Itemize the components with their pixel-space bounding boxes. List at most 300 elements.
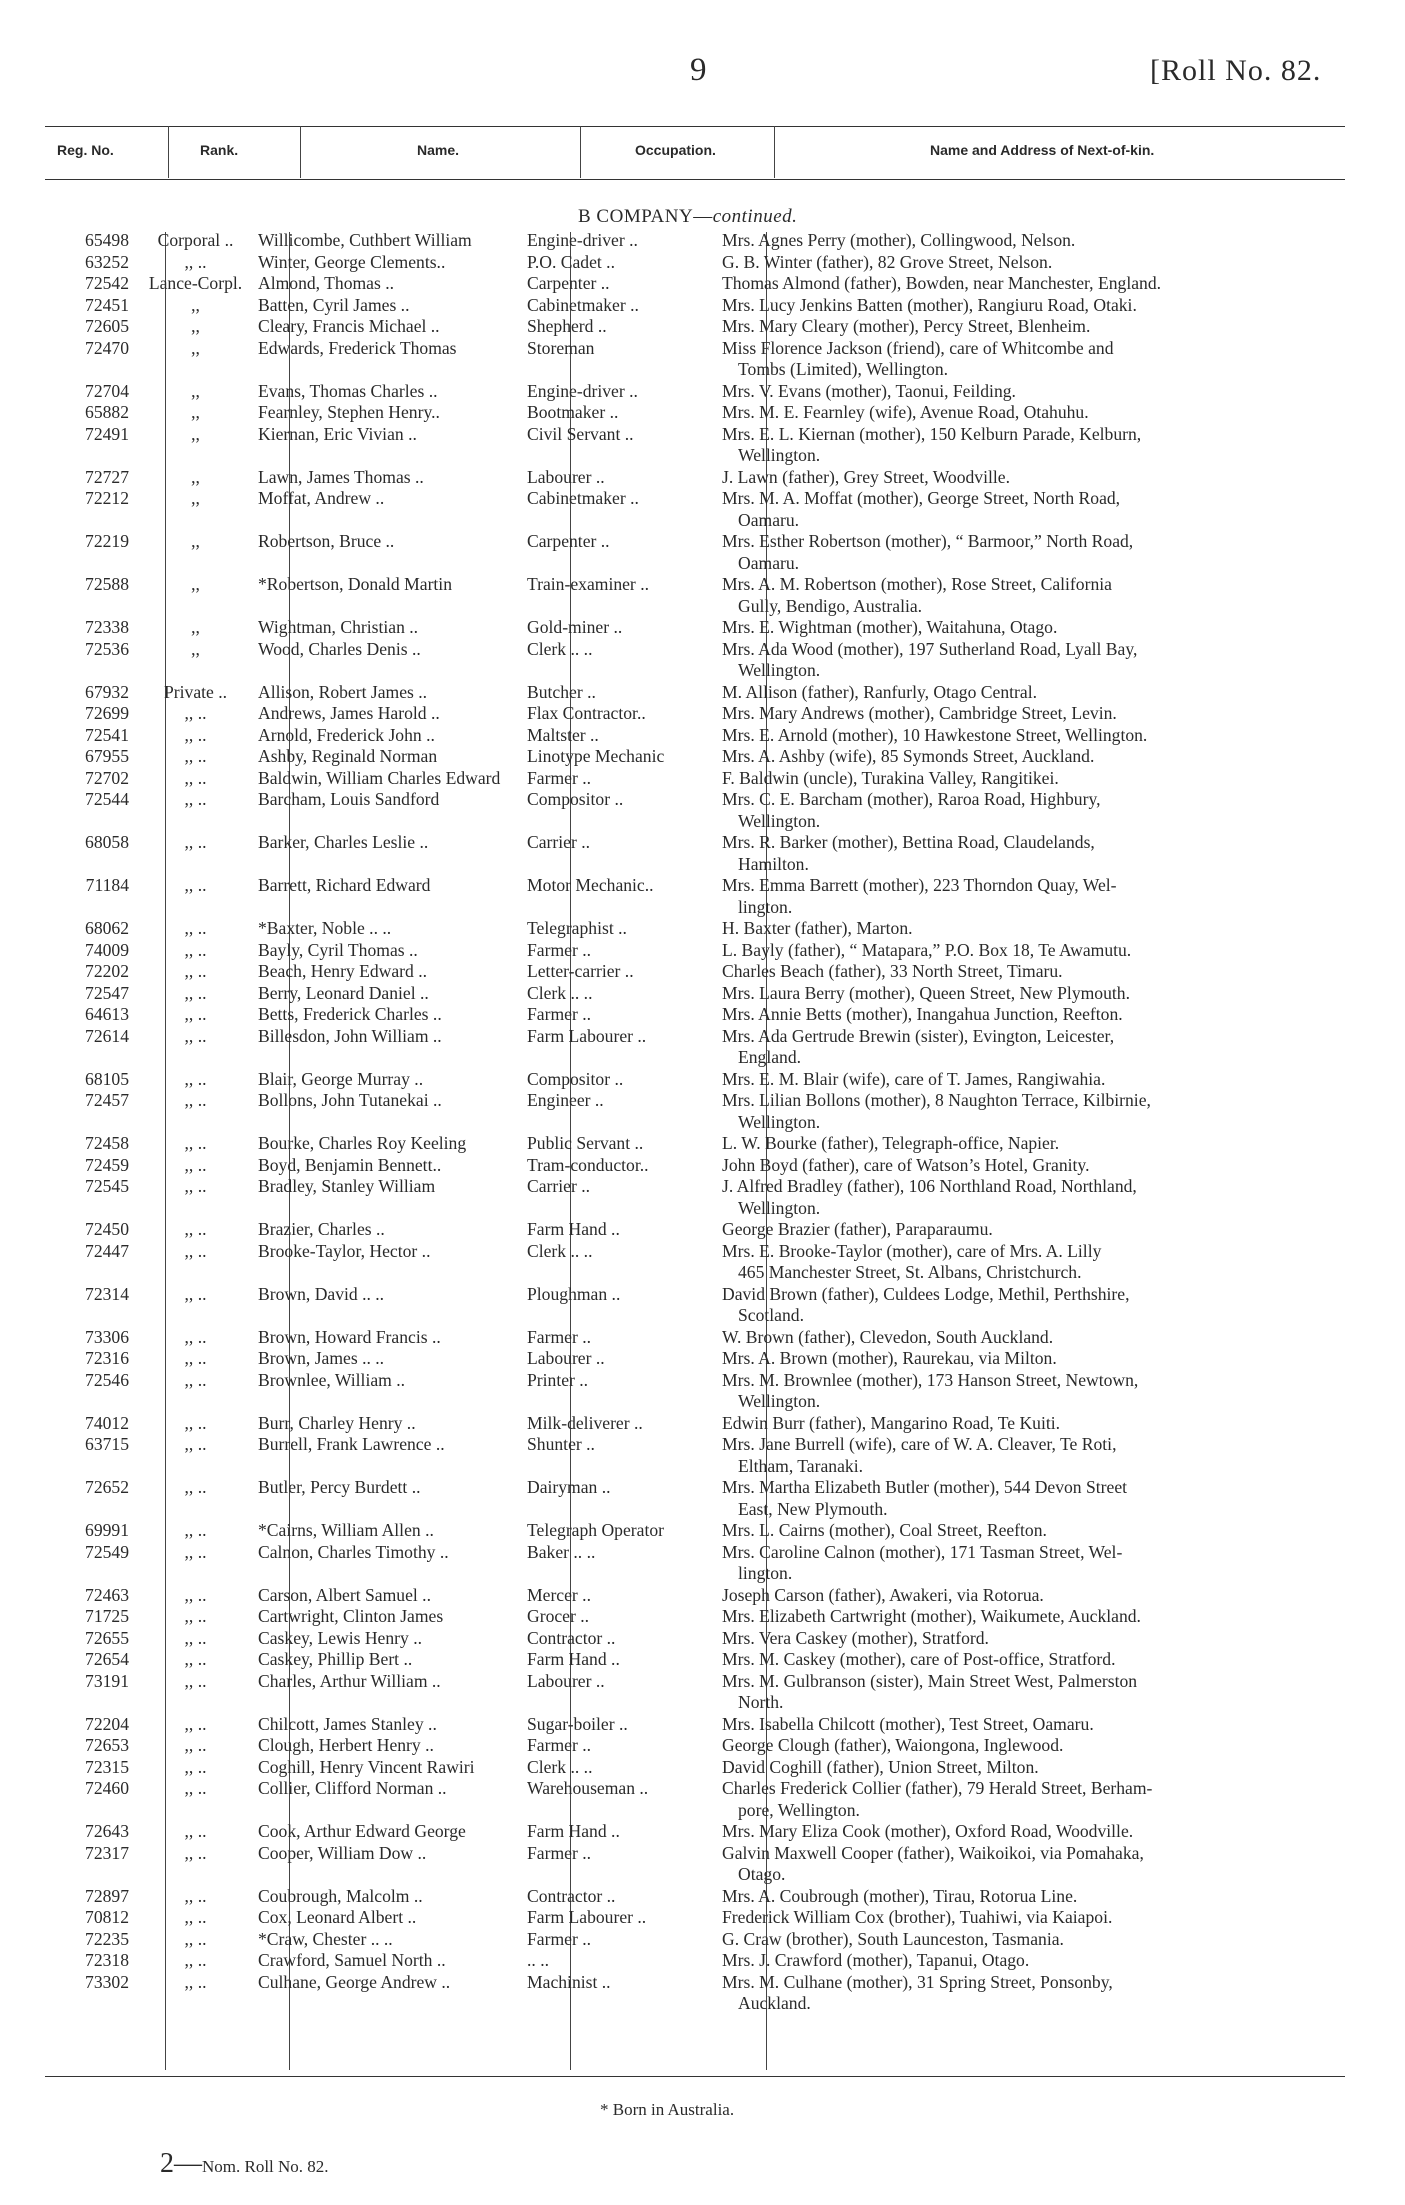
occupation: Clerk .. ..: [527, 982, 593, 1003]
occupation: P.O. Cadet ..: [527, 251, 615, 272]
occupation: Clerk .. ..: [527, 1240, 593, 1261]
occupation: Clerk .. ..: [527, 638, 593, 659]
rank: ,, ..: [184, 1348, 207, 1368]
occupation: Farm Hand ..: [527, 1649, 620, 1669]
next-of-kin: [710, 1585, 1300, 1607]
next-of-kin: [710, 1542, 1300, 1585]
soldier-name: Cook, Arthur Edward George: [258, 1821, 466, 1841]
rank: ,, ..: [184, 1928, 207, 1949]
rank: ,, ..: [184, 875, 207, 895]
reg-number: 72450: [85, 1219, 129, 1239]
reg-number: 72460: [85, 1778, 129, 1798]
soldier-name: Evans, Thomas Charles ..: [258, 380, 438, 401]
table-row: [45, 1004, 1355, 1026]
table-row: [45, 1886, 1355, 1908]
soldier-name: Winter, George Clements..: [258, 251, 446, 272]
table-row: [45, 1585, 1355, 1607]
next-of-kin-line: 465 Manchester Street, St. Albans, Christchurch.: [738, 1262, 1082, 1282]
reg-number: 68062: [85, 918, 129, 938]
table-row: [45, 1778, 1355, 1821]
section-title: B COMPANY—: [578, 206, 713, 227]
reg-number: 72315: [85, 1756, 129, 1777]
next-of-kin: [710, 1090, 1300, 1133]
table-row: [45, 1176, 1355, 1219]
next-of-kin-line: Mrs. R. Barker (mother), Bettina Road, Claudelands,: [722, 832, 1095, 852]
next-of-kin-line: North.: [738, 1692, 784, 1712]
soldier-name: Bradley, Stanley William: [258, 1176, 436, 1196]
next-of-kin-line: pore, Wellington.: [738, 1799, 860, 1820]
reg-number: 72545: [85, 1176, 129, 1196]
next-of-kin: [710, 1606, 1300, 1628]
section-suffix: continued.: [712, 206, 798, 227]
next-of-kin-line: L. W. Bourke (father), Telegraph-office, Napier.: [722, 1133, 1060, 1153]
next-of-kin-line: Mrs. M. Gulbranson (sister), Main Street West, Palmerston: [722, 1670, 1138, 1691]
rank: ,, ..: [184, 1283, 207, 1304]
col-name: Name.: [417, 142, 460, 158]
rank: ,,: [191, 423, 200, 444]
soldier-name: Barrett, Richard Edward: [258, 875, 431, 895]
next-of-kin: [710, 1327, 1300, 1349]
next-of-kin-line: Mrs. Vera Caskey (mother), Stratford.: [722, 1627, 989, 1648]
rank: ,,: [191, 294, 200, 315]
next-of-kin-line: Mrs. M. Caskey (mother), care of Post-office, Stratford.: [722, 1649, 1116, 1669]
next-of-kin: [710, 1735, 1300, 1757]
next-of-kin: [710, 1133, 1300, 1155]
soldier-name: Barcham, Louis Sandford: [258, 789, 440, 809]
occupation: Farmer ..: [527, 767, 592, 788]
soldier-name: Wightman, Christian ..: [258, 617, 419, 637]
occupation: .. ..: [527, 1950, 549, 1970]
rank: ,, ..: [184, 961, 207, 981]
next-of-kin-line: Mrs. A. Ashby (wife), 85 Symonds Street, Auckland.: [722, 746, 1095, 766]
next-of-kin: [710, 338, 1300, 381]
table-row: [45, 316, 1355, 338]
reg-number: 72541: [85, 724, 129, 745]
rank: ,, ..: [184, 767, 207, 788]
next-of-kin: [710, 1069, 1300, 1091]
occupation: Farmer ..: [527, 1928, 592, 1949]
table-row: [45, 983, 1355, 1005]
table-row: [45, 703, 1355, 725]
occupation: Farm Hand ..: [527, 1219, 620, 1239]
occupation: Public Servant ..: [527, 1133, 644, 1153]
occupation: Labourer ..: [527, 466, 605, 487]
table-row: [45, 1090, 1355, 1133]
table-row: [45, 1757, 1355, 1779]
table-row: [45, 1929, 1355, 1951]
section-heading: [578, 206, 797, 228]
reg-number: 72542: [85, 273, 129, 293]
next-of-kin: [710, 488, 1300, 531]
occupation: Baker .. ..: [527, 1541, 596, 1562]
rank: Lance-Corpl.: [148, 273, 243, 293]
next-of-kin-line: Otago.: [738, 1864, 786, 1884]
soldier-name: Beach, Henry Edward ..: [258, 961, 428, 981]
reg-number: 63715: [85, 1434, 129, 1454]
reg-number: 71184: [85, 875, 129, 895]
next-of-kin: [710, 1649, 1300, 1671]
next-of-kin-line: Mrs. E. Brooke-Taylor (mother), care of Mrs. A. Lilly: [722, 1240, 1102, 1261]
next-of-kin-line: Mrs. A. M. Robertson (mother), Rose Street, California: [722, 574, 1112, 594]
table-row: [45, 1133, 1355, 1155]
occupation: Farmer ..: [527, 1842, 592, 1863]
soldier-name: Berry, Leonard Daniel ..: [258, 982, 429, 1003]
rank: ,, ..: [184, 1627, 207, 1648]
rank: ,, ..: [184, 1950, 207, 1970]
next-of-kin-line: John Boyd (father), care of Watson’s Hotel, Granity.: [722, 1154, 1090, 1175]
table-row: [45, 1972, 1355, 2015]
soldier-name: Burrell, Frank Lawrence ..: [258, 1434, 445, 1454]
next-of-kin: [710, 1219, 1300, 1241]
next-of-kin: [710, 703, 1300, 725]
table-row: [45, 1821, 1355, 1843]
soldier-name: Chilcott, James Stanley ..: [258, 1713, 437, 1734]
table-row: [45, 768, 1355, 790]
reg-number: 72653: [85, 1735, 129, 1755]
next-of-kin-line: Wellington.: [738, 810, 821, 831]
header-divider: [168, 126, 169, 178]
table-row: [45, 1649, 1355, 1671]
rank: ,, ..: [184, 1907, 207, 1927]
reg-number: 72314: [85, 1283, 129, 1304]
rank: ,, ..: [184, 746, 207, 766]
soldier-name: Brown, David .. ..: [258, 1283, 385, 1304]
soldier-name: Boyd, Benjamin Bennett..: [258, 1154, 442, 1175]
soldier-name: Almond, Thomas ..: [258, 273, 395, 293]
next-of-kin: [710, 1929, 1300, 1951]
next-of-kin-line: East, New Plymouth.: [738, 1498, 888, 1519]
table-row: [45, 832, 1355, 875]
next-of-kin-line: W. Brown (father), Clevedon, South Auckland.: [722, 1326, 1054, 1347]
next-of-kin-line: Mrs. E. M. Blair (wife), care of T. James, Rangiwahia.: [722, 1068, 1106, 1089]
soldier-name: Bollons, John Tutanekai ..: [258, 1090, 442, 1110]
next-of-kin-line: Mrs. Emma Barrett (mother), 223 Thorndon Quay, Wel-: [722, 875, 1117, 895]
next-of-kin-line: David Coghill (father), Union Street, Milton.: [722, 1756, 1039, 1777]
next-of-kin-line: Miss Florence Jackson (friend), care of Whitcombe and: [722, 337, 1114, 358]
next-of-kin-line: Wellington.: [738, 1197, 821, 1218]
reg-number: 72458: [85, 1133, 129, 1153]
rank: ,, ..: [184, 1025, 207, 1046]
reg-number: 72235: [85, 1928, 129, 1949]
occupation: Farmer ..: [527, 1735, 592, 1755]
reg-number: 67955: [85, 746, 129, 766]
rank: ,, ..: [184, 703, 207, 723]
next-of-kin-line: Auckland.: [738, 1993, 811, 2013]
rank: ,, ..: [184, 1154, 207, 1175]
next-of-kin: [710, 1886, 1300, 1908]
next-of-kin-line: Thomas Almond (father), Bowden, near Manchester, England.: [722, 273, 1162, 293]
rank: ,, ..: [184, 1541, 207, 1562]
soldier-name: Batten, Cyril James ..: [258, 294, 410, 315]
reg-number: 72699: [85, 703, 129, 723]
soldier-name: Clough, Herbert Henry ..: [258, 1735, 434, 1755]
soldier-name: Fearnley, Stephen Henry..: [258, 402, 440, 422]
occupation: Gold-miner ..: [527, 617, 623, 637]
next-of-kin: [710, 682, 1300, 704]
reg-number: 72614: [85, 1025, 129, 1046]
occupation: Shunter ..: [527, 1434, 595, 1454]
next-of-kin-line: H. Baxter (father), Marton.: [722, 918, 913, 938]
table-row: [45, 1628, 1355, 1650]
next-of-kin-line: F. Baldwin (uncle), Turakina Valley, Rangitikei.: [722, 767, 1059, 788]
table-row: [45, 617, 1355, 639]
occupation: Mercer ..: [527, 1584, 591, 1605]
table-row: [45, 875, 1355, 918]
next-of-kin-line: Mrs. M. A. Moffat (mother), George Street, North Road,: [722, 488, 1121, 508]
next-of-kin: [710, 1241, 1300, 1284]
table-row: [45, 789, 1355, 832]
reg-number: 72491: [85, 423, 129, 444]
rank: ,, ..: [184, 918, 207, 938]
next-of-kin-line: Wellington.: [738, 1391, 821, 1411]
soldier-name: Betts, Frederick Charles ..: [258, 1004, 442, 1024]
reg-number: 73191: [85, 1670, 129, 1691]
table-row: [45, 1542, 1355, 1585]
table-row: [45, 746, 1355, 768]
occupation: Engine-driver ..: [527, 230, 638, 250]
next-of-kin-line: Mrs. Isabella Chilcott (mother), Test Street, Oamaru.: [722, 1713, 1094, 1734]
soldier-name: Ashby, Reginald Norman: [258, 746, 438, 766]
occupation: Farm Hand ..: [527, 1821, 620, 1841]
next-of-kin-line: Mrs. J. Crawford (mother), Tapanui, Otago.: [722, 1950, 1030, 1970]
table-row: [45, 940, 1355, 962]
reg-number: 72202: [85, 961, 129, 981]
column-header-row: [45, 126, 1345, 180]
soldier-name: Carson, Albert Samuel ..: [258, 1584, 431, 1605]
soldier-name: Brooke-Taylor, Hector ..: [258, 1240, 431, 1261]
soldier-name: Collier, Clifford Norman ..: [258, 1778, 447, 1798]
next-of-kin-line: G. B. Winter (father), 82 Grove Street, Nelson.: [722, 251, 1053, 272]
table-row: [45, 1155, 1355, 1177]
occupation: Compositor ..: [527, 789, 624, 809]
occupation: Bootmaker ..: [527, 402, 619, 422]
occupation: Letter-carrier ..: [527, 961, 634, 981]
col-kin: Name and Address of Next-of-kin.: [930, 142, 1155, 158]
reg-number: 67932: [85, 681, 129, 702]
table-row: [45, 725, 1355, 747]
next-of-kin-line: G. Craw (brother), South Launceston, Tasmania.: [722, 1928, 1064, 1949]
next-of-kin-line: George Clough (father), Waiongona, Inglewood.: [722, 1735, 1064, 1755]
rank: Corporal ..: [157, 230, 234, 250]
occupation: Machinist ..: [527, 1971, 611, 1992]
soldier-name: *Craw, Chester .. ..: [258, 1928, 393, 1949]
rank: ,,: [191, 488, 200, 508]
soldier-name: Baldwin, William Charles Edward: [258, 767, 501, 788]
occupation: Farmer ..: [527, 939, 592, 960]
table-row: [45, 1606, 1355, 1628]
table-row: [45, 639, 1355, 682]
table-row: [45, 338, 1355, 381]
table-row: [45, 381, 1355, 403]
rank: ,, ..: [184, 724, 207, 745]
soldier-name: Blair, George Murray ..: [258, 1068, 424, 1089]
next-of-kin: [710, 918, 1300, 940]
next-of-kin: [710, 1413, 1300, 1435]
occupation: Clerk .. ..: [527, 1756, 593, 1777]
reg-number: 70812: [85, 1907, 129, 1927]
next-of-kin: [710, 1821, 1300, 1843]
reg-number: 72654: [85, 1649, 129, 1669]
occupation: Carrier ..: [527, 1176, 591, 1196]
next-of-kin: [710, 467, 1300, 489]
next-of-kin-line: Mrs. Mary Eliza Cook (mother), Oxford Road, Woodville.: [722, 1821, 1134, 1841]
next-of-kin: [710, 789, 1300, 832]
soldier-name: *Baxter, Noble .. ..: [258, 918, 392, 938]
reg-number: 72897: [85, 1885, 129, 1906]
next-of-kin: [710, 875, 1300, 918]
occupation: Farmer ..: [527, 1326, 592, 1347]
occupation: Motor Mechanic..: [527, 875, 654, 895]
occupation: Dairyman ..: [527, 1477, 611, 1497]
next-of-kin-line: Mrs. Ada Gertrude Brewin (sister), Evington, Leicester,: [722, 1025, 1115, 1046]
next-of-kin: [710, 617, 1300, 639]
occupation: Farmer ..: [527, 1004, 592, 1024]
header-divider: [580, 126, 581, 178]
table-row: [45, 230, 1355, 252]
occupation: Maltster ..: [527, 724, 599, 745]
reg-number: 72704: [85, 380, 129, 401]
soldier-name: Edwards, Frederick Thomas: [258, 337, 457, 358]
reg-number: 74009: [85, 939, 129, 960]
occupation: Contractor ..: [527, 1885, 616, 1906]
bottom-rule: [45, 2076, 1345, 2077]
soldier-name: Bayly, Cyril Thomas ..: [258, 939, 418, 960]
occupation: Engineer ..: [527, 1090, 604, 1110]
next-of-kin-line: Mrs. Mary Cleary (mother), Percy Street, Blenheim.: [722, 316, 1091, 336]
next-of-kin: [710, 1628, 1300, 1650]
next-of-kin-line: Mrs. Agnes Perry (mother), Collingwood, Nelson.: [722, 230, 1076, 250]
next-of-kin-line: Wellington.: [738, 660, 821, 680]
next-of-kin: [710, 961, 1300, 983]
next-of-kin-line: Mrs. Jane Burrell (wife), care of W. A. Cleaver, Te Roti,: [722, 1434, 1117, 1454]
rank: ,, ..: [184, 1520, 207, 1540]
next-of-kin-line: Scotland.: [738, 1305, 804, 1325]
table-row: [45, 252, 1355, 274]
rank: Private ..: [163, 681, 228, 702]
next-of-kin-line: Mrs. Annie Betts (mother), Inangahua Junction, Reefton.: [722, 1004, 1123, 1024]
next-of-kin-line: J. Alfred Bradley (father), 106 Northland Road, Northland,: [722, 1176, 1137, 1196]
next-of-kin: [710, 295, 1300, 317]
rank: ,, ..: [184, 1240, 207, 1261]
next-of-kin: [710, 230, 1300, 252]
rank: ,, ..: [184, 789, 207, 809]
soldier-name: Coghill, Henry Vincent Rawiri: [258, 1756, 475, 1777]
rank: ,, ..: [184, 1756, 207, 1777]
reg-number: 69991: [85, 1520, 129, 1540]
table-row: [45, 1241, 1355, 1284]
reg-number: 72470: [85, 337, 129, 358]
reg-number: 72643: [85, 1821, 129, 1841]
next-of-kin: [710, 1671, 1300, 1714]
next-of-kin-line: Mrs. E. Wightman (mother), Waitahuna, Otago.: [722, 617, 1058, 637]
rank: ,, ..: [184, 1477, 207, 1497]
soldier-name: Coubrough, Malcolm ..: [258, 1885, 423, 1906]
reg-number: 72546: [85, 1369, 129, 1390]
next-of-kin-line: Mrs. Esther Robertson (mother), “ Barmoor,” North Road,: [722, 531, 1134, 551]
next-of-kin: [710, 983, 1300, 1005]
next-of-kin-line: Mrs. E. L. Kiernan (mother), 150 Kelburn Parade, Kelburn,: [722, 423, 1142, 444]
table-row: [45, 402, 1355, 424]
table-row: [45, 961, 1355, 983]
reg-number: 72588: [85, 574, 129, 594]
col-occupation: Occupation.: [635, 142, 716, 158]
table-row: [45, 1413, 1355, 1435]
header-divider: [300, 126, 301, 178]
soldier-name: Calnon, Charles Timothy ..: [258, 1541, 449, 1562]
occupation: Farm Labourer ..: [527, 1907, 647, 1927]
rank: ,,: [191, 574, 200, 594]
rank: ,, ..: [184, 1434, 207, 1454]
table-row: [45, 273, 1355, 295]
occupation: Contractor ..: [527, 1627, 616, 1648]
occupation: Milk-deliverer ..: [527, 1412, 643, 1433]
table-row: [45, 488, 1355, 531]
table-row: [45, 1370, 1355, 1413]
table-row: [45, 1327, 1355, 1349]
reg-number: 72219: [85, 531, 129, 551]
reg-number: 72652: [85, 1477, 129, 1497]
soldier-name: Crawford, Samuel North ..: [258, 1950, 446, 1970]
rank: ,, ..: [184, 1412, 207, 1433]
next-of-kin-line: Mrs. C. E. Barcham (mother), Raroa Road, Highbury,: [722, 789, 1101, 809]
rank: ,,: [191, 316, 200, 336]
next-of-kin-line: Mrs. M. E. Fearnley (wife), Avenue Road, Otahuhu.: [722, 402, 1089, 422]
soldier-name: Bourke, Charles Roy Keeling: [258, 1133, 467, 1153]
reg-number: 64613: [85, 1004, 129, 1024]
soldier-name: Arnold, Frederick John ..: [258, 724, 435, 745]
occupation: Carpenter ..: [527, 531, 610, 551]
reg-number: 72317: [85, 1842, 129, 1863]
occupation: Civil Servant ..: [527, 423, 634, 444]
rank: ,,: [191, 380, 200, 401]
next-of-kin: [710, 725, 1300, 747]
occupation: Butcher ..: [527, 681, 596, 702]
table-row: [45, 1069, 1355, 1091]
nominal-roll-label: [160, 2148, 329, 2180]
header-divider: [774, 126, 775, 178]
rank: ,, ..: [184, 1670, 207, 1691]
next-of-kin-line: Mrs. M. Brownlee (mother), 173 Hanson Street, Newtown,: [722, 1369, 1139, 1390]
rank: ,, ..: [184, 1885, 207, 1906]
table-row: [45, 1219, 1355, 1241]
next-of-kin-line: lington.: [738, 1563, 793, 1583]
reg-number: 72549: [85, 1541, 129, 1562]
reg-number: 71725: [85, 1606, 129, 1626]
rank: ,, ..: [184, 939, 207, 960]
occupation: Labourer ..: [527, 1348, 605, 1368]
next-of-kin: [710, 1004, 1300, 1026]
next-of-kin-line: Tombs (Limited), Wellington.: [738, 359, 949, 379]
next-of-kin-line: Mrs. Lilian Bollons (mother), 8 Naughton Terrace, Kilbirnie,: [722, 1090, 1151, 1110]
soldier-name: Billesdon, John William ..: [258, 1025, 442, 1046]
soldier-name: Cooper, William Dow ..: [258, 1842, 427, 1863]
reg-number: 72457: [85, 1090, 129, 1110]
rank: ,, ..: [184, 1004, 207, 1024]
rank: ,, ..: [184, 1606, 207, 1626]
reg-number: 72447: [85, 1240, 129, 1261]
next-of-kin: [710, 768, 1300, 790]
rank: ,, ..: [184, 1369, 207, 1390]
table-row: [45, 1520, 1355, 1542]
next-of-kin: [710, 252, 1300, 274]
next-of-kin: [710, 1434, 1300, 1477]
next-of-kin-line: Joseph Carson (father), Awakeri, via Rotorua.: [722, 1584, 1044, 1605]
soldier-name: Robertson, Bruce ..: [258, 531, 395, 551]
table-row: [45, 1434, 1355, 1477]
next-of-kin: [710, 940, 1300, 962]
next-of-kin: [710, 531, 1300, 574]
reg-number: 72544: [85, 789, 129, 809]
